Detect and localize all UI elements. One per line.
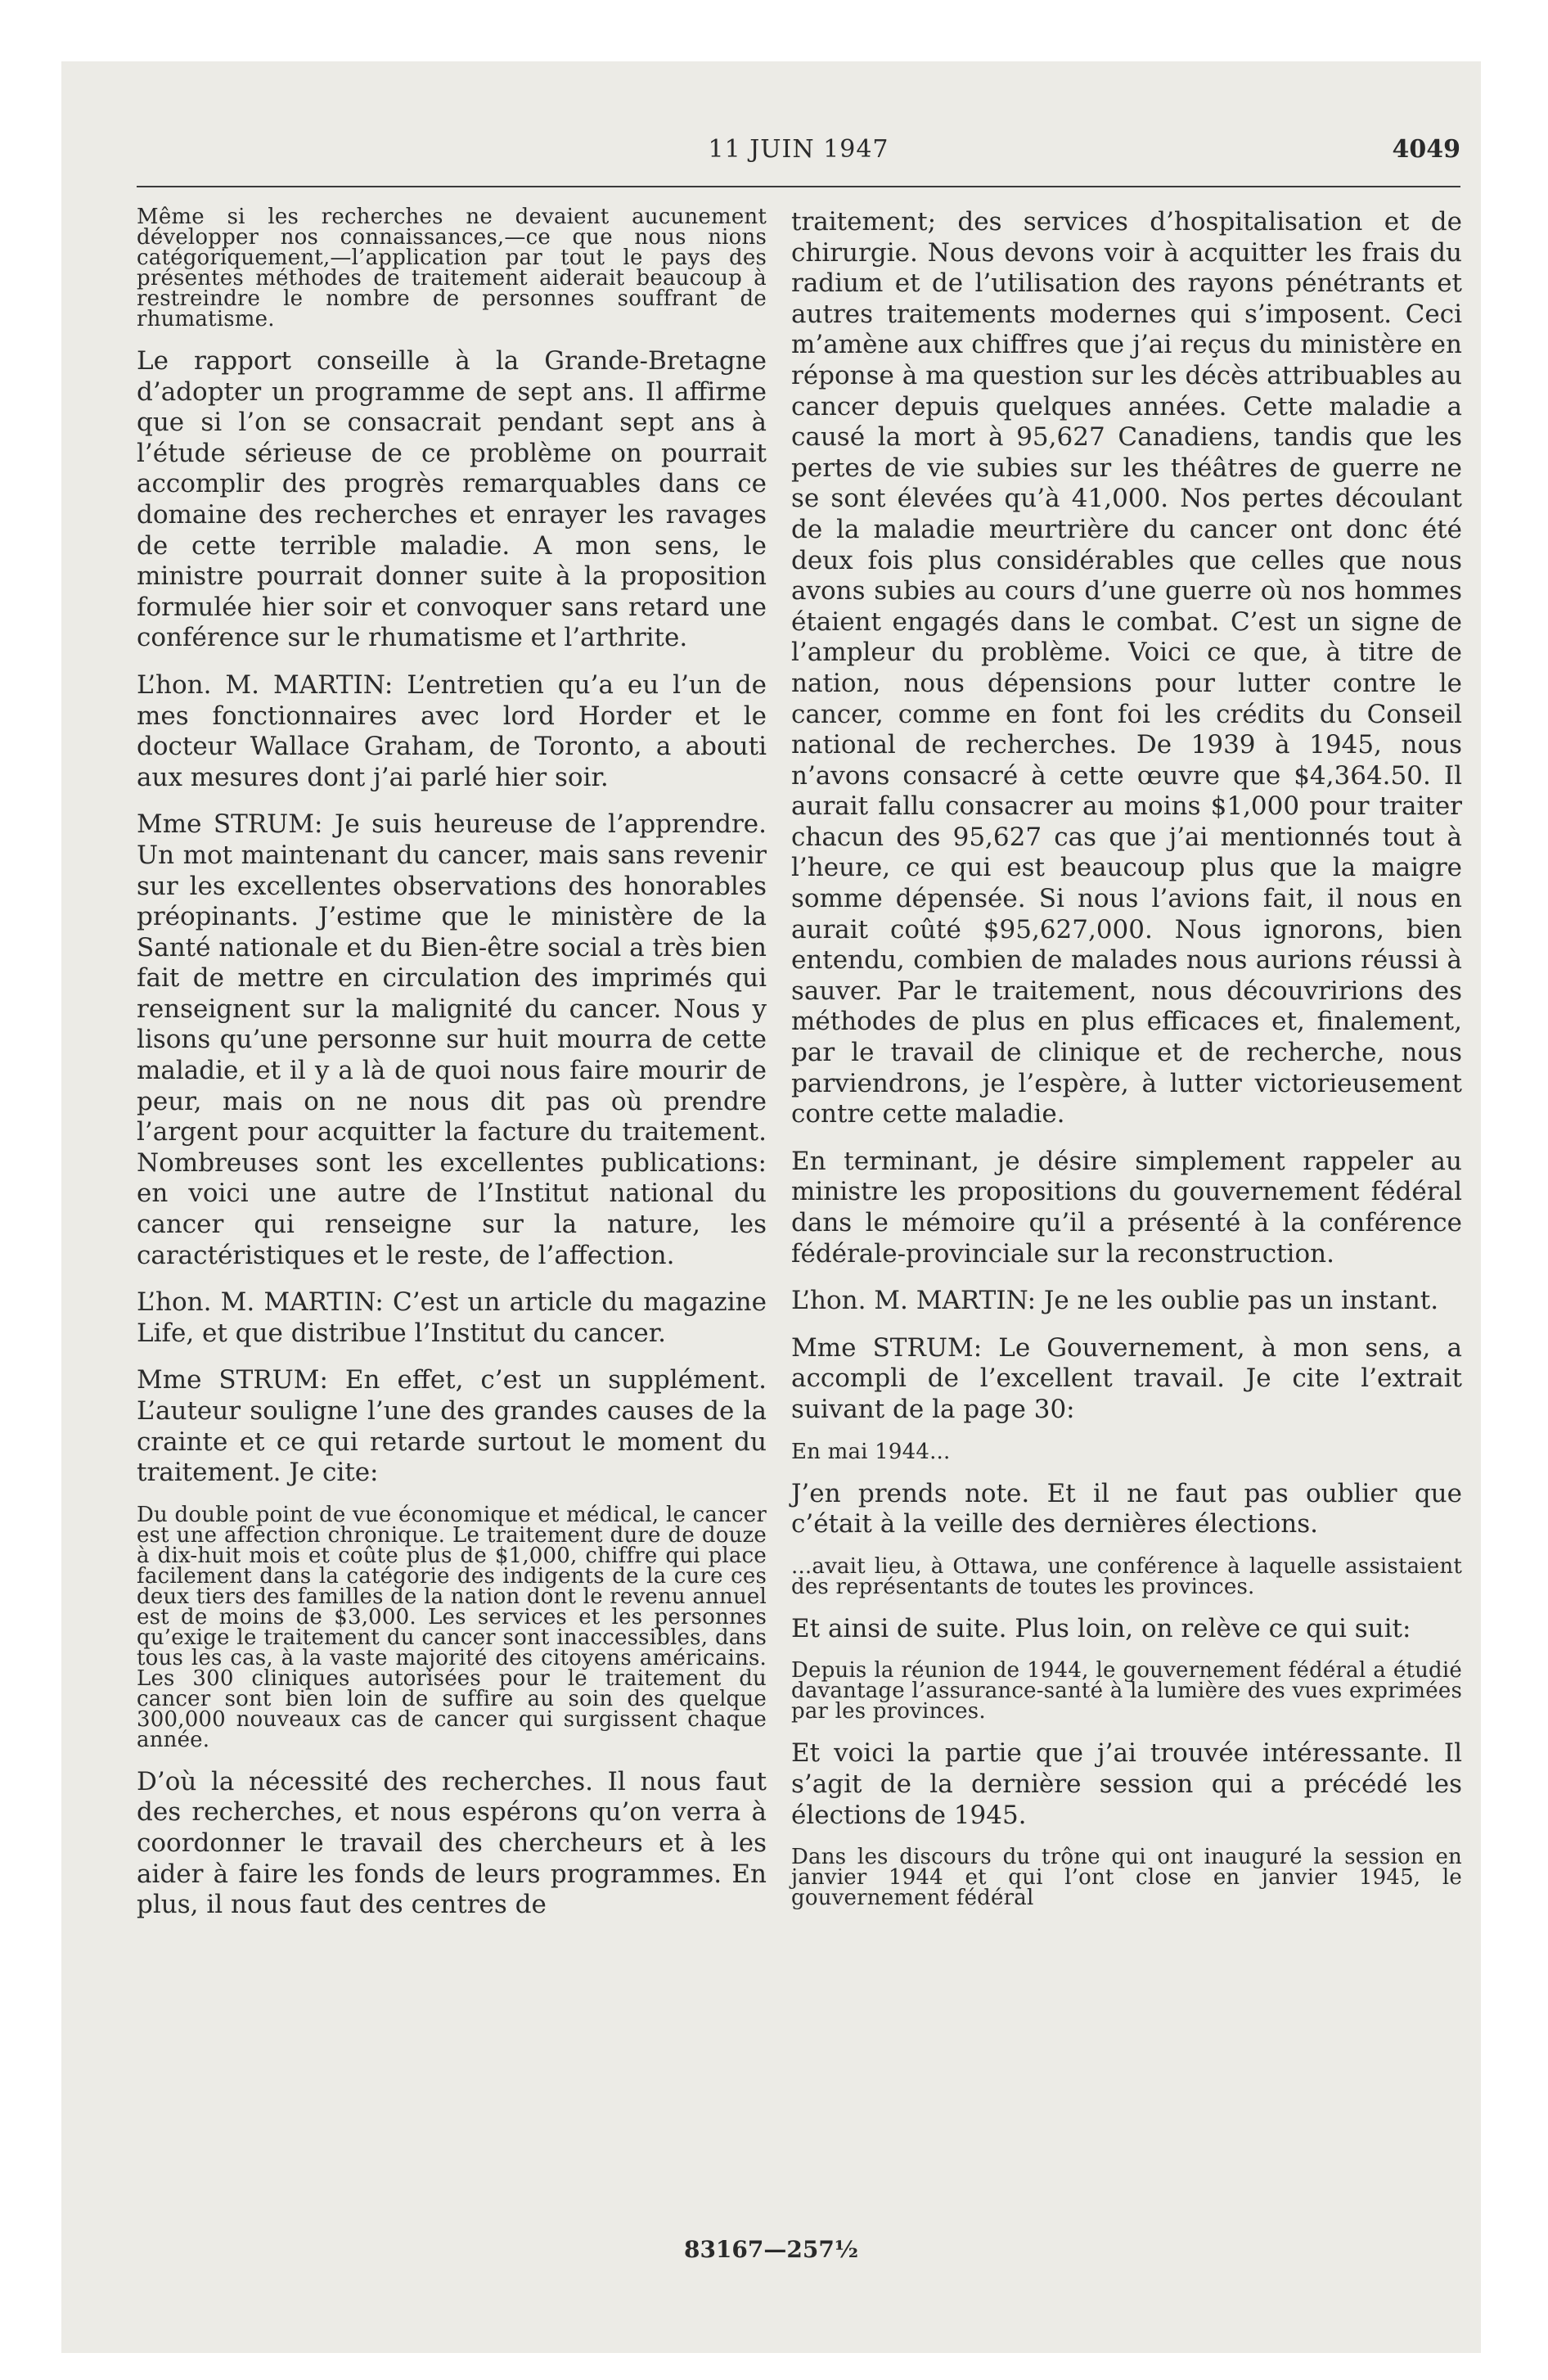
quote-throne: Dans les discours du trône qui ont inauguré la session en janvier 1944 et qui l’ont close en janvier 1945, le gouvernement fédéral <box>791 1845 1462 1911</box>
paragraph-strum-2: Mme STRUM: En effet, c’est un supplément. L’auteur souligne l’une des grandes causes de la crainte et ce qui retarde surtout le moment du traitement. Je cite: <box>137 1365 767 1488</box>
page-sheet <box>61 61 1481 2353</box>
header-rule <box>137 186 1460 187</box>
paragraph-strum-1: Mme STRUM: Je suis heureuse de l’apprendre. Un mot maintenant du cancer, mais sans revenir sur les excellentes observations des honorables préopinants. J’estime que le ministère de la Santé nationale et du Bien-être social a très bien fait de mettre en circulation des imprimés qui renseignent sur la malignité du cancer. Nous y lisons qu’une personne sur huit mourra de cette maladie, et il y a là de quoi nous faire mourir de peur, mais on ne nous dit pas où prendre l’argent pour acquitter la facture du traitement. Nombreuses sont les excellentes publications: en voici une autre de l’Institut national du cancer qui renseigne sur la nature, les caractéristiques et le reste, de l’affection. <box>137 809 767 1270</box>
quote-cancer-cost: Du double point de vue économique et médical, le cancer est une affection chronique. Le traitement dure de douze à dix-huit mois et coûte plus de $1,000, chiffre qui place facilement dans la catégorie des indigents de la cure ces deux tiers des familles de la nation dont le revenu annuel est de moins de $3,000. Les services et les personnes qu’exige le traitement du cancer sont inaccessibles, dans tous les cas, à la vaste majorité des citoyens américains. Les 300 cliniques autorisées pour le traitement du cancer sont bien loin de suffire au soin des quelque 300,000 nouveaux cas de cancer qui surgissent chaque année. <box>137 1502 767 1752</box>
paragraph-conclusion: En terminant, je désire simplement rappeler au ministre les propositions du gouvernement fédéral dans le mémoire qu’il a présenté à la conférence fédérale-provinciale sur la reconstruction. <box>791 1146 1462 1269</box>
right-column <box>791 207 1462 1925</box>
page-header <box>137 135 1460 184</box>
paragraph-treatment: traitement; des services d’hospitalisation et de chirurgie. Nous devons voir à acquitter les frais du radium et de l’utilisation des rayons pénétrants et autres traitements modernes qui s’imposent. Ceci m’amène aux chiffres que j’ai reçus du ministère en réponse à ma question sur les décès attribuables au cancer depuis quelques années. Cette maladie a causé la mort à 95,627 Canadiens, tandis que les pertes de vie subies sur les théâtres de guerre ne se sont élevées qu’à 41,000. Nos pertes découlant de la maladie meurtrière du cancer ont donc été deux fois plus considérables que celles que nous avons subies au cours d’une guerre où nos hommes étaient engagés dans le combat. C’est un signe de l’ampleur du problème. Voici ce que, à titre de nation, nous dépensions pour lutter contre le cancer, comme en font foi les crédits du Conseil national de recherches. De 1939 à 1945, nous n’avons consacré à cette œuvre que $4,364.50. Il aurait fallu consacrer au moins $1,000 pour traiter chacun des 95,627 cas que j’ai mentionnés tout à l’heure, ce qui est beaucoup plus que la maigre somme dépensée. Si nous l’avions fait, il nous en aurait coûté $95,627,000. Nous ignorons, bien entendu, combien de malades nous aurions réussi à sauver. Par le traitement, nous découvririons des méthodes de plus en plus efficaces et, finalement, par le travail de clinique et de recherche, nous parviendrons, je l’espère, à lutter victorieusement contre cette maladie. <box>791 207 1462 1129</box>
paragraph-research: D’où la nécessité des recherches. Il nous faut des recherches, et nous espérons qu’on verra à coordonner le travail des chercheurs et à les aider à faire les fonds de leurs programmes. En plus, il nous faut des centres de <box>137 1766 767 1920</box>
quote-ottawa: ...avait lieu, à Ottawa, une conférence à laquelle assistaient des représentants de toutes les provinces. <box>791 1553 1462 1599</box>
paragraph-suite: Et ainsi de suite. Plus loin, on relève ce qui suit: <box>791 1613 1411 1643</box>
paragraph-note: J’en prends note. Et il ne faut pas oublier que c’était à la veille des dernières élections. <box>791 1478 1462 1539</box>
paragraph-strum-3: Mme STRUM: Le Gouvernement, à mon sens, a accompli de l’excellent travail. Je cite l’extrait suivant de la page 30: <box>791 1332 1462 1424</box>
paragraph-martin-3: L’hon. M. MARTIN: Je ne les oublie pas un instant. <box>791 1286 1439 1316</box>
quote-rheumatism: Même si les recherches ne devaient aucunement développer nos connaissances,—ce que nous nions catégoriquement,—l’application par tout le pays des présentes méthodes de traitement aiderait beaucoup à restreindre le nombre de personnes souffrant de rhumatisme. <box>137 205 767 331</box>
paragraph-martin-2: L’hon. M. MARTIN: C’est un article du magazine Life, et que distribue l’Institut du cancer. <box>137 1287 767 1348</box>
paragraph-interesting: Et voici la partie que j’ai trouvée intéressante. Il s’agit de la dernière session qui a précédé les élections de 1945. <box>791 1738 1462 1830</box>
left-column <box>137 207 767 1937</box>
page-number: 4049 <box>1392 135 1460 164</box>
paragraph-report: Le rapport conseille à la Grande-Bretagne d’adopter un programme de sept ans. Il affirme que si l’on se consacrait pendant sept ans à l’étude sérieuse de ce problème on pourrait accomplir des progrès remarquables dans ce domaine des recherches et enrayer les ravages de cette terrible maladie. A mon sens, le ministre pourrait donner suite à la proposition formulée hier soir et convoquer sans retard une conférence sur le rhumatisme et l’arthrite. <box>137 346 767 653</box>
scanned-page <box>61 61 1481 2353</box>
paragraph-martin-1: L’hon. M. MARTIN: L’entretien qu’a eu l’un de mes fonctionnaires avec lord Horder et le docteur Wallace Graham, de Toronto, a abouti aux mesures dont j’ai parlé hier soir. <box>137 669 767 792</box>
quote-may-1944: En mai 1944... <box>791 1439 951 1464</box>
quote-reunion: Depuis la réunion de 1944, le gouvernement fédéral a étudié davantage l’assurance-santé à la lumière des vues exprimées par les provinces. <box>791 1658 1462 1724</box>
page-footer-signature: 83167—257½ <box>683 2236 859 2263</box>
page-date: 11 JUIN 1947 <box>708 135 889 164</box>
